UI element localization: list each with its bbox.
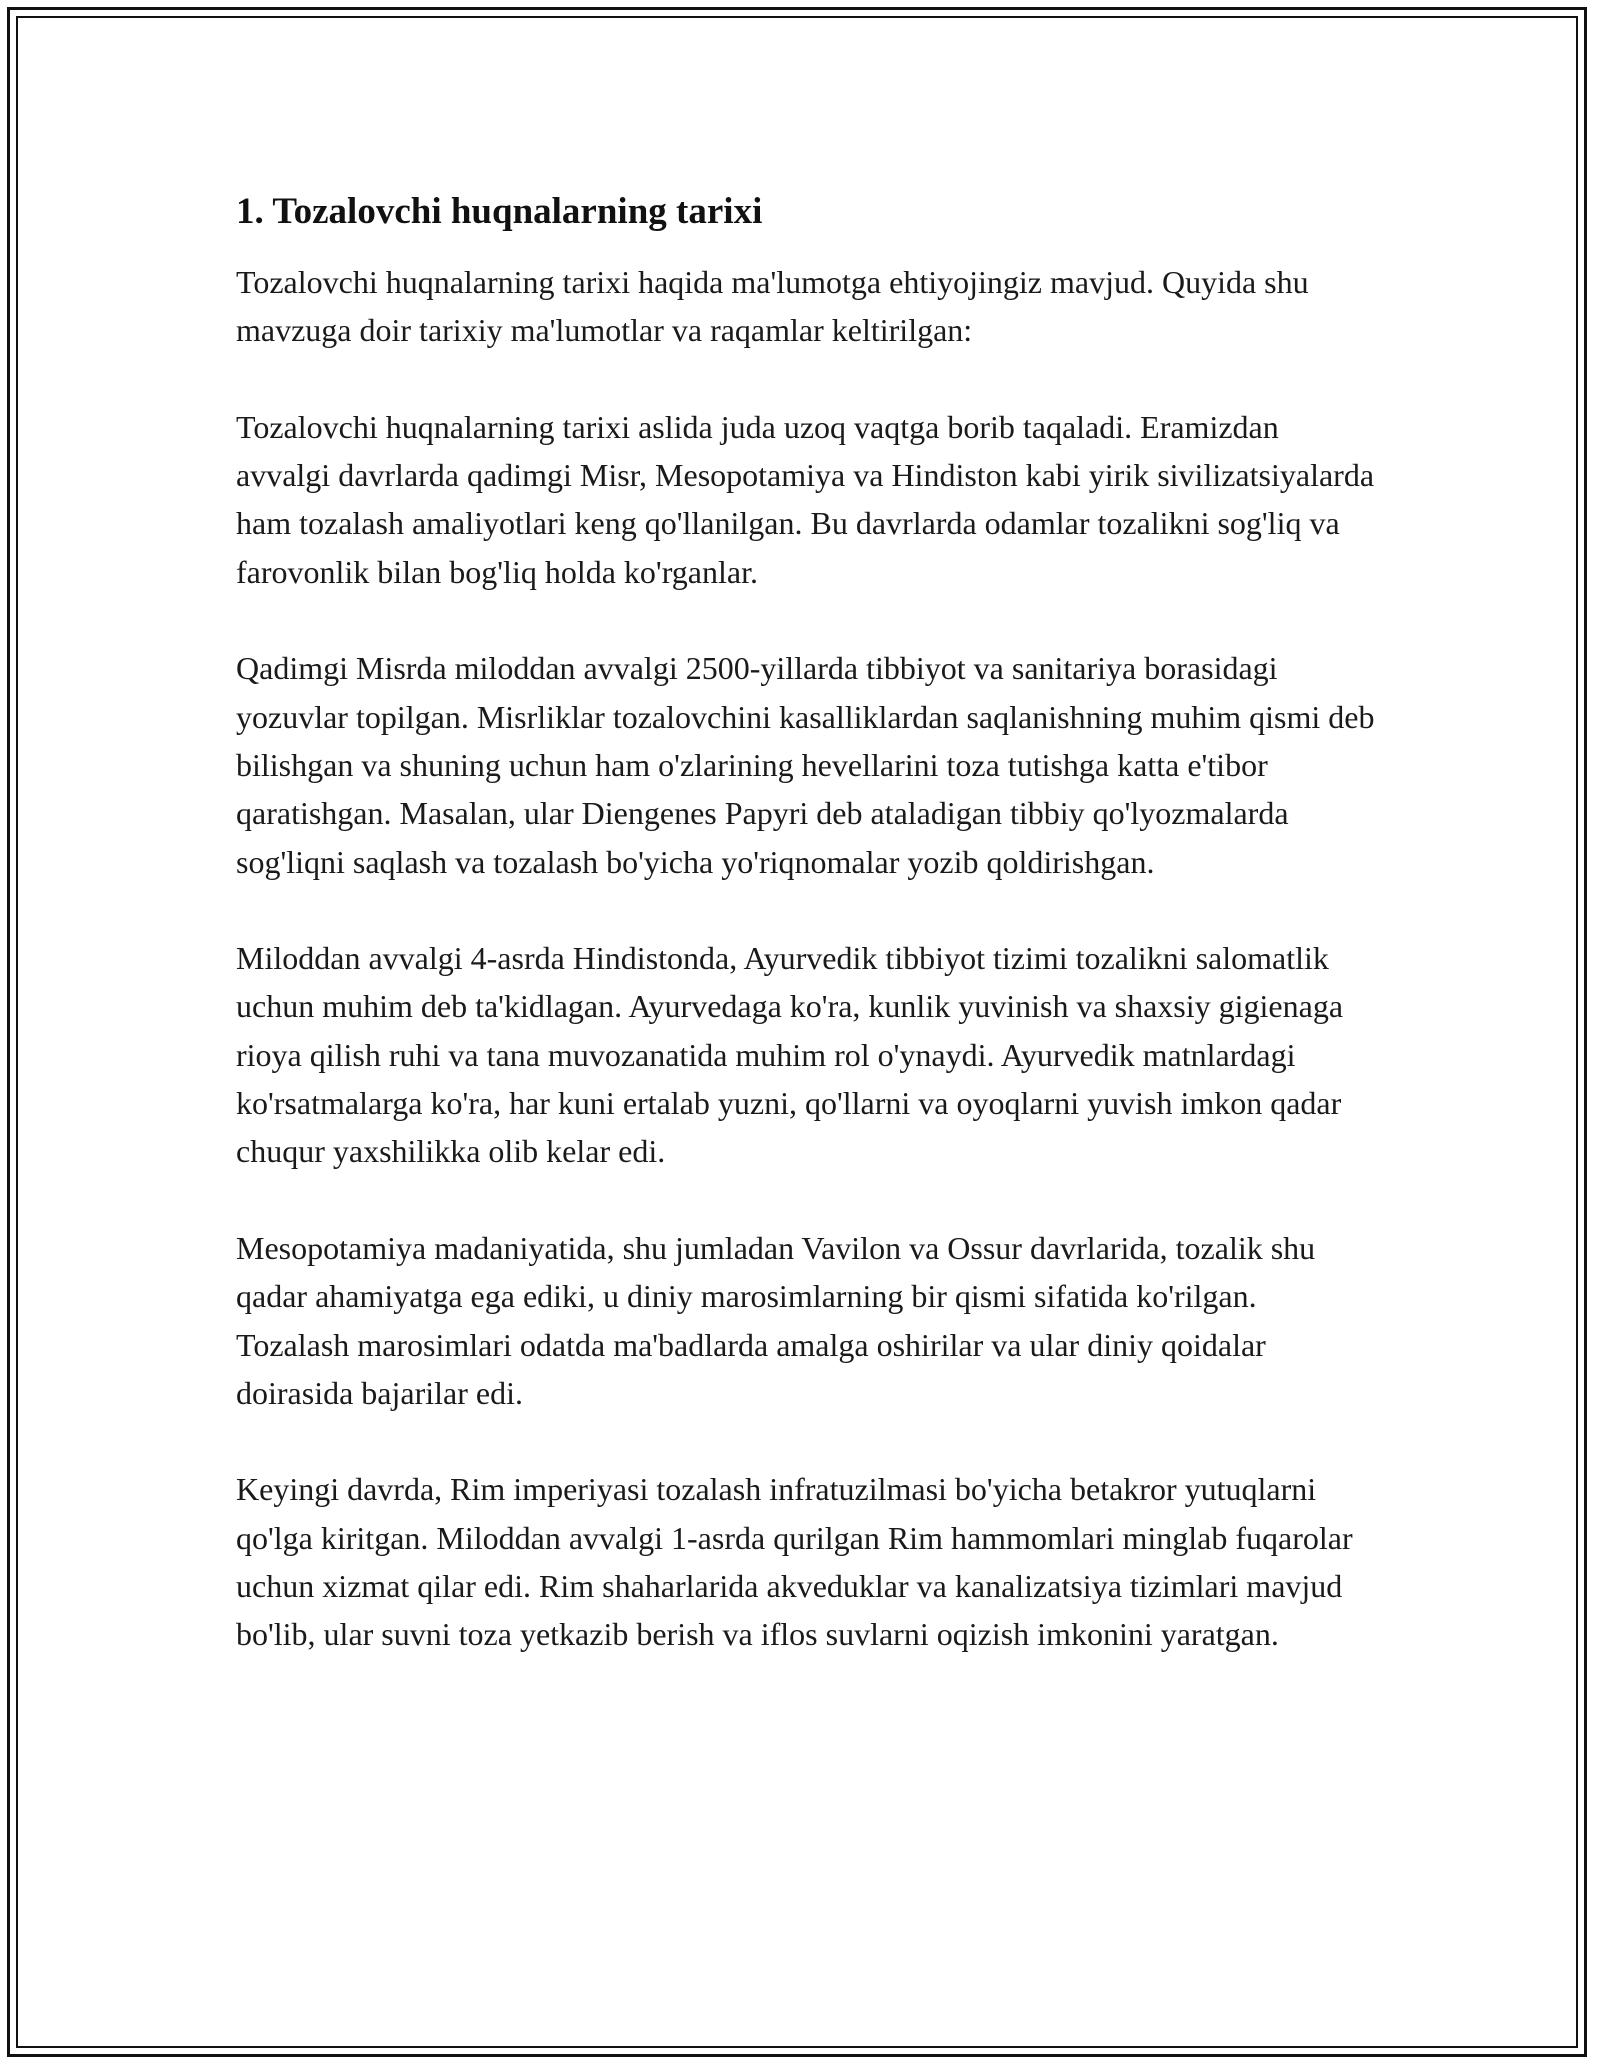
paragraph-rome: Keyingi davrda, Rim imperiyasi tozalash infratuzilmasi bo'yicha betakror yutuqlarni qo'lga kiritgan. Miloddan avvalgi 1-asrda qurilgan Rim hammomlari minglab fuqarolar uchun xizmat qilar edi. Rim shaharlarida akveduklar va kanalizatsiya tizimlari mavjud bo'lib, ular suvni toza yetkazib berish va iflos suvlarni oqizish imkonini yaratgan.: [236, 1471, 1353, 1653]
paragraph-egypt: Qadimgi Misrda miloddan avvalgi 2500-yillarda tibbiyot va sanitariya borasidagi yozuvlar topilgan. Misrliklar tozalovchini kasalliklardan saqlanishning muhim qismi deb bilishgan va shuning uchun ham o'zlarining hevellarini toza tutishga katta e'tibor qaratishgan. Masalan, ular Diengenes Papyri deb ataladigan tibbiy qo'lyozmalarda sog'liqni saqlash va tozalash bo'yicha yo'riqnomalar yozib qoldirishgan.: [236, 650, 1375, 880]
document-body: [236, 188, 1376, 1707]
section-heading: 1. Tozalovchi huqnalarning tarixi: [236, 191, 763, 232]
paragraph-india: Miloddan avvalgi 4-asrda Hindistonda, Ayurvedik tibbiyot tizimi tozalikni salomatlik uchun muhim deb ta'kidlagan. Ayurvedaga ko'ra, kunlik yuvinish va shaxsiy gigienaga rioya qilish ruhi va tana muvozanatida muhim rol o'ynaydi. Ayurvedik matnlardagi ko'rsatmalarga ko'ra, har kuni ertalab yuzni, qo'llarni va oyoqlarni yuvish imkon qadar chuqur yaxshilikka olib kelar edi.: [236, 940, 1344, 1170]
paragraph-mesopotamia: Mesopotamiya madaniyatida, shu jumladan Vavilon va Ossur davrlarida, tozalik shu qadar ahamiyatga ega ediki, u diniy marosimlarning bir qismi sifatida ko'rilgan. Tozalash marosimlari odatda ma'badlarda amalga oshirilar va ular diniy qoidalar doirasida bajarilar edi.: [236, 1229, 1316, 1411]
paragraph-overview: Tozalovchi huqnalarning tarixi aslida juda uzoq vaqtga borib taqaladi. Eramizdan avvalgi davrlarda qadimgi Misr, Mesopotamiya va Hindiston kabi yirik sivilizatsiyalarda ham tozalash amaliyotlari keng qo'llanilgan. Bu davrlarda odamlar tozalikni sog'liq va farovonlik bilan bog'liq holda ko'rganlar.: [236, 408, 1375, 590]
paragraph-intro: Tozalovchi huqnalarning tarixi haqida ma'lumotga ehtiyojingiz mavjud. Quyida shu mavzuga doir tarixiy ma'lumotlar va raqamlar keltirilgan:: [236, 264, 1309, 349]
